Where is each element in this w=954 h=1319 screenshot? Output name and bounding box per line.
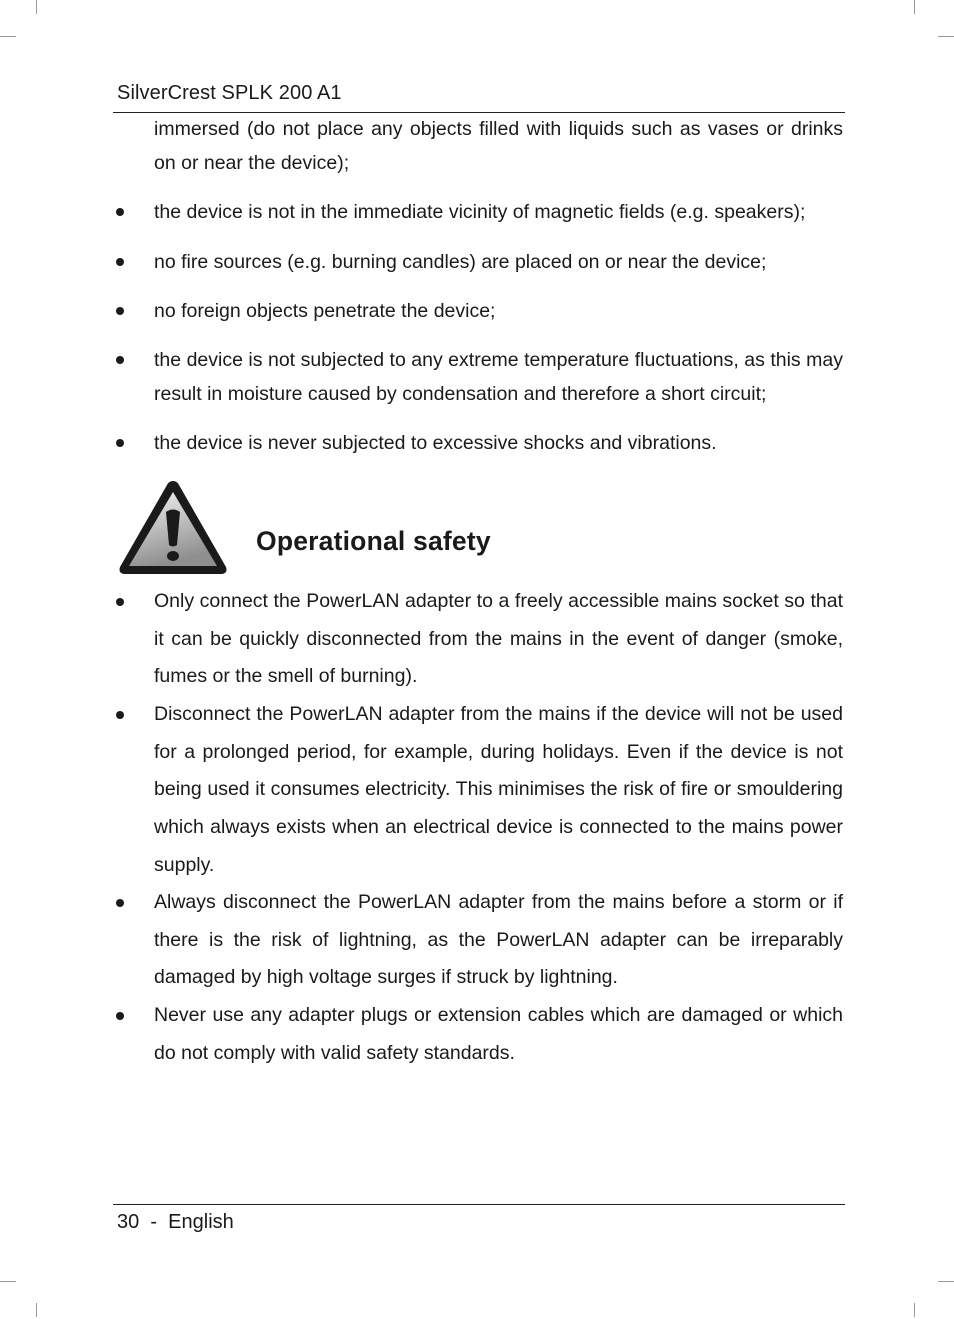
crop-mark [938,1281,954,1282]
running-header: SilverCrest SPLK 200 A1 [117,82,342,104]
list-item: the device is not in the immediate vicinity of magnetic fields (e.g. speakers); [154,201,806,223]
bullet [116,1012,124,1020]
footer-language: English [168,1211,234,1233]
bullet [116,258,124,266]
crop-mark [0,36,16,37]
crop-mark [914,1303,915,1317]
list-item: Never use any adapter plugs or extension cables which are damaged or which do not comply with valid safety standards. [154,1004,843,1064]
footer-rule [113,1204,845,1205]
crop-mark [36,0,37,14]
bullet [116,899,124,907]
list-item: no foreign objects penetrate the device; [154,300,496,322]
crop-mark [938,36,954,37]
list-item: Only connect the PowerLAN adapter to a freely accessible mains socket so that it can be quickly disconnected from the mains in the event of danger (smoke, fumes or the smell of burning). [154,590,843,688]
bullet [116,356,124,364]
list-item: Disconnect the PowerLAN adapter from the mains if the device will not be used for a prolonged period, for example, during holidays. Even if the device is not being used it consumes electricity. This minimises the risk of fire or smouldering which always exists when an electrical device is connected to the mains power supply. [154,703,843,876]
crop-mark [914,0,915,14]
warning-triangle-icon [117,478,229,576]
footer-separator: - [150,1211,158,1233]
crop-mark [0,1281,16,1282]
continued-list-text: immersed (do not place any objects filled with liquids such as vases or drinks on or near the device); [154,118,843,174]
list-item: the device is never subjected to excessive shocks and vibrations. [154,432,717,454]
bullet [116,307,124,315]
list-item: the device is not subjected to any extreme temperature fluctuations, as this may result in moisture caused by condensation and therefore a short circuit; [154,349,843,405]
bullet [116,208,124,216]
bullet [116,439,124,447]
bullet [116,598,124,606]
page-number: 30 [117,1211,140,1233]
list-item: no fire sources (e.g. burning candles) are placed on or near the device; [154,251,767,273]
section-title: Operational safety [256,526,491,556]
crop-mark [36,1303,37,1317]
page-footer [117,1211,234,1234]
list-item: Always disconnect the PowerLAN adapter from the mains before a storm or if there is the risk of lightning, as the PowerLAN adapter can be irreparably damaged by high voltage surges if struck by lightning. [154,891,843,989]
bullet [116,711,124,719]
